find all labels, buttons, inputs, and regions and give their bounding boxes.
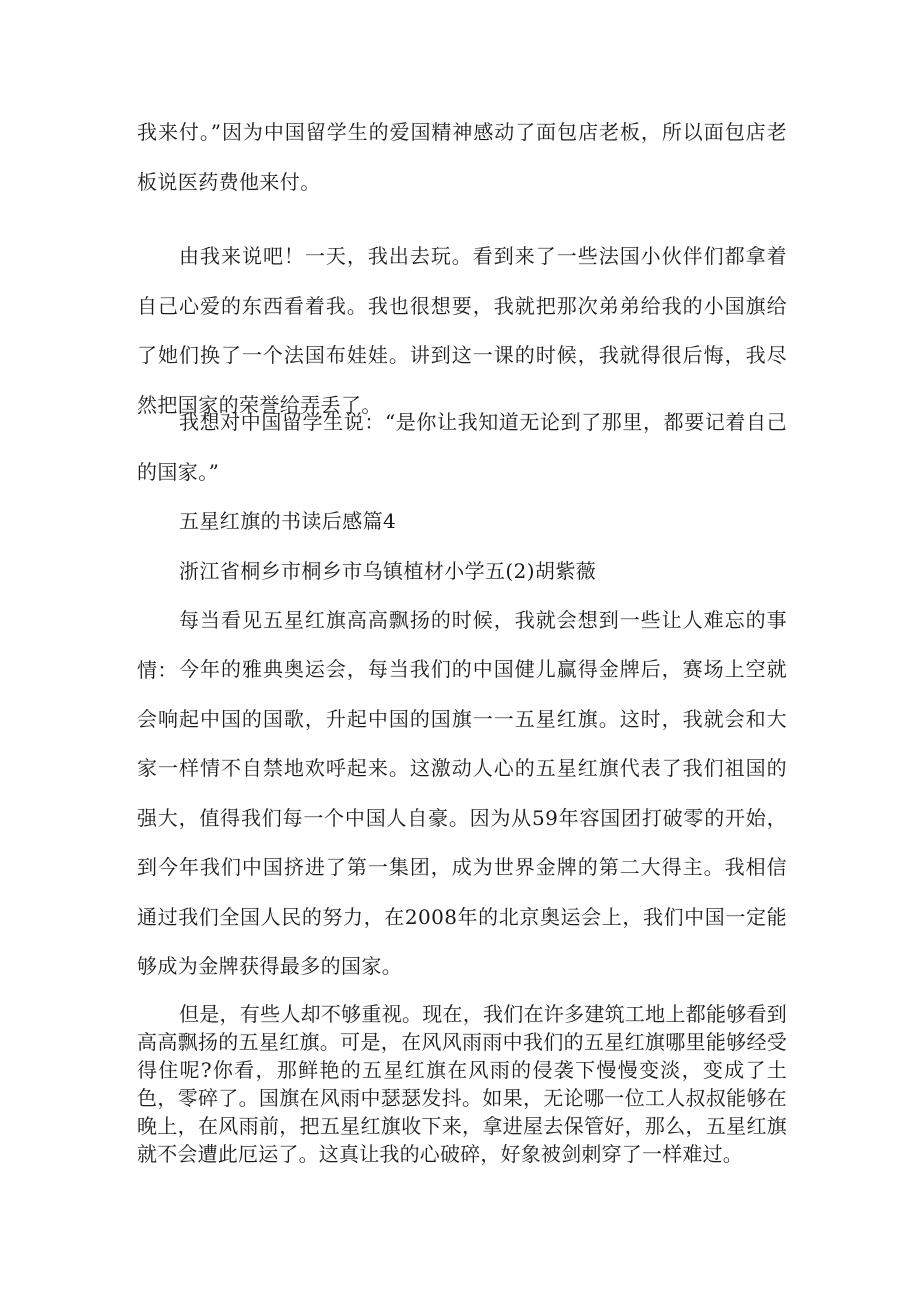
paragraph-continuation: 我来付。”因为中国留学生的爱国精神感动了面包店老板，所以面包店老板说医药费他来付。 [137, 120, 787, 194]
author-line: 浙江省桐乡市桐乡市乌镇植材小学五(2)胡紫薇 [179, 559, 597, 583]
paragraph-olympics: 今年的雅典奥运会，每当我们的中国健儿赢得金牌后，赛场上空就会响起中国的国歌，升起中国的国旗一一五星红旗。这时，我就会和大家一样情不自禁地欢呼起来。这激动人心的五星红旗代表了我们祖国的强大，值得我们每一个中国人自豪。因为从59年容国团打破零的开始，到今年我们中国挤进了第一集团，成为世界金牌的第二大得主。我相信通过我们全国人民的努力，在2008年的北京奥运会上，我们中国一定能够成为金牌获得最多的国家。 [137, 657, 787, 978]
paragraph-intro: 每当看见五星红旗高高飘扬的时候，我就会想到一些让人难忘的事情： [137, 608, 787, 682]
section-heading: 五星红旗的书读后感篇4 [179, 509, 397, 533]
paragraph-message: 我想对中国留学生说：“是你让我知道无论到了那里，都要记着自己的国家。” [137, 410, 787, 484]
paragraph-story: 由我来说吧！一天，我出去玩。看到来了一些法国小伙伴们都拿着自己心爱的东西看着我。我也很想要，我就把那次弟弟给我的小国旗给了她们换了一个法国布娃娃。讲到这一课的时候，我就得很后悔，我尽然把国家的荣誉给弄丢了。 [137, 244, 787, 417]
paragraph-construction: 但是，有些人却不够重视。现在，我们在许多建筑工地上都能够看到高高飘扬的五星红旗。可是，在风风雨雨中我们的五星红旗哪里能够经受得住呢?你看，那鲜艳的五星红旗在风雨的侵袭下慢慢变淡，变成了土色，零碎了。国旗在风雨中瑟瑟发抖。如果，无论哪一位工人叔叔能够在晚上，在风雨前，把五星红旗收下来，拿进屋去保管好，那么，五星红旗就不会遭此厄运了。这真让我的心破碎，好象被剑刺穿了一样难过。 [137, 1002, 787, 1166]
